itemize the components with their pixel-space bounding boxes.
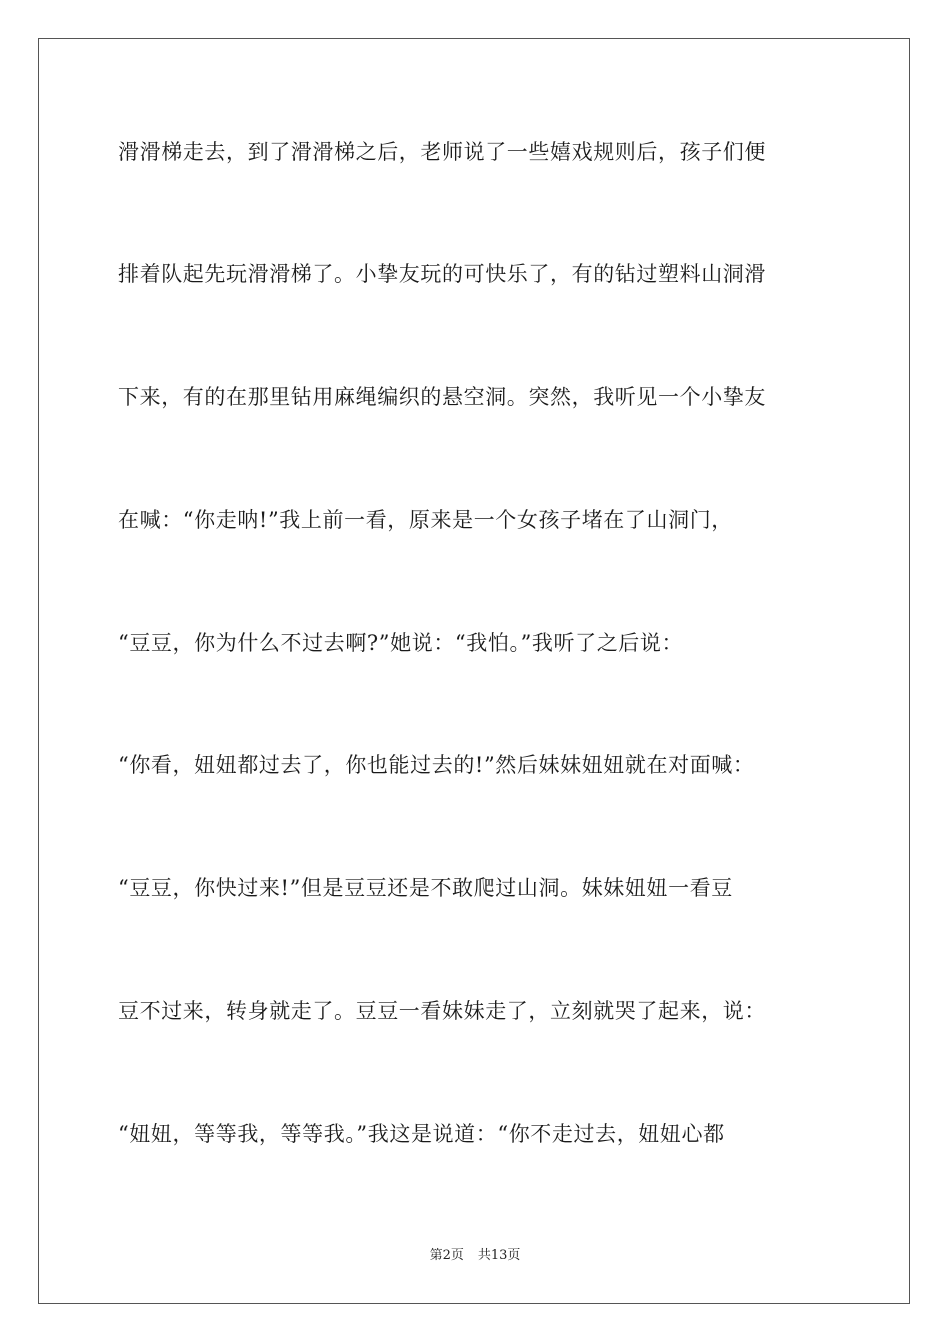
text-line: “你看，妞妞都过去了，你也能过去的!”然后妹妹妞妞就在对面喊： [118,753,755,777]
page-border [38,38,910,1304]
text-line: 在喊：“你走呐!”我上前一看，原来是一个女孩子堵在了山洞门， [118,508,733,532]
text-line: “豆豆，你为什么不过去啊?”她说：“我怕。”我听了之后说： [118,631,684,655]
text-line: “妞妞，等等我，等等我。”我这是说道：“你不走过去，妞妞心都 [118,1122,725,1146]
text-line: 豆不过来，转身就走了。豆豆一看妹妹走了，立刻就哭了起来，说： [118,999,766,1023]
text-line: 滑滑梯走去，到了滑滑梯之后，老师说了一些嬉戏规则后，孩子们便 [118,140,766,164]
text-line: 排着队起先玩滑滑梯了。小挚友玩的可快乐了，有的钻过塑料山洞滑 [118,262,766,286]
text-line: “豆豆，你快过来!”但是豆豆还是不敢爬过山洞。妹妹妞妞一看豆 [118,876,733,900]
page-number: 第2页 [429,1248,464,1263]
page-footer [0,1247,950,1265]
text-line: 下来，有的在那里钻用麻绳编织的悬空洞。突然，我听见一个小挚友 [118,385,766,409]
page-total: 共13页 [477,1248,521,1263]
